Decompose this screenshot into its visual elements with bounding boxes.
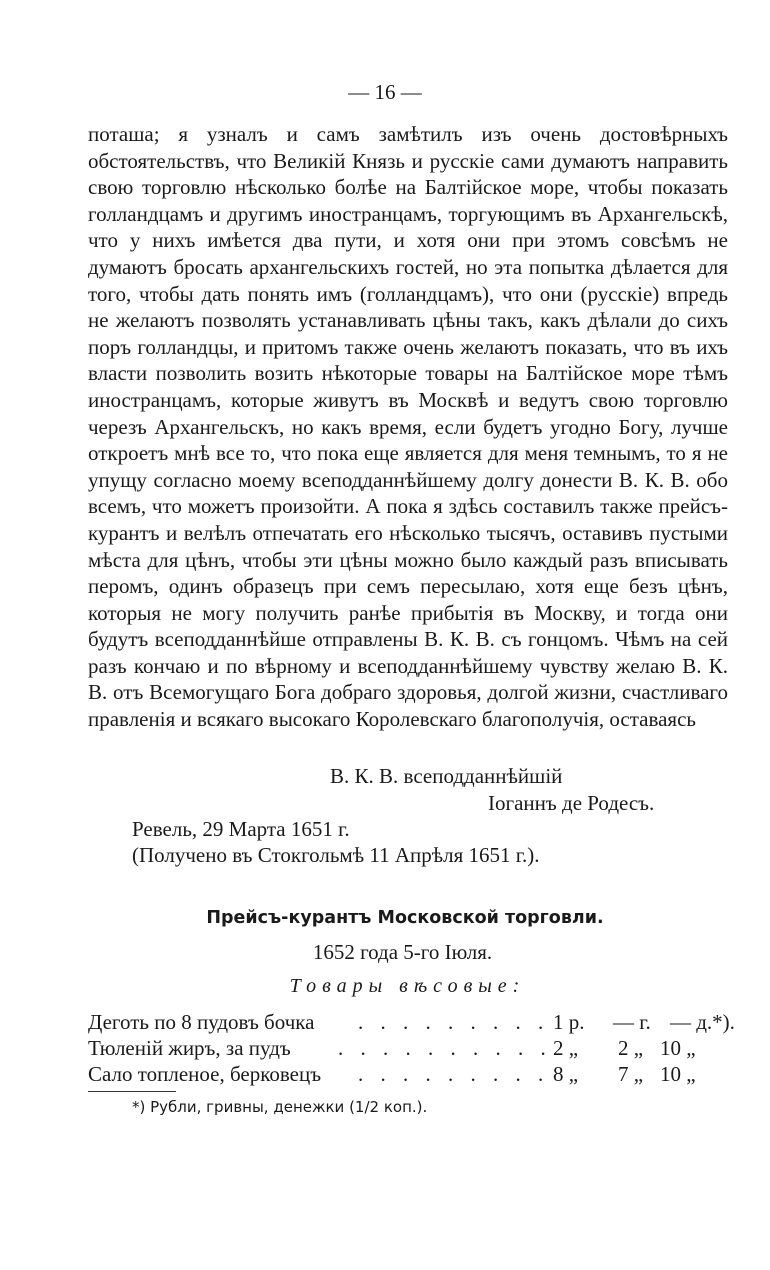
goods-section-heading: Товары вѣсовые: — [289, 975, 526, 997]
place-and-date: Ревель, 29 Марта 1651 г. — [132, 817, 350, 841]
price-dengi: 10 „ — [660, 1036, 696, 1060]
letter-body-text: поташа; я узналъ и самъ замѣтилъ изъ очень достовѣрныхъ обстоятельствъ, что Великій Князь и русскіе сами думаютъ направить свою торговлю нѣсколько болѣе на Балтійское море, чтобы показать голландцамъ и другимъ иностранцамъ, торгующимъ въ Архангельскѣ, что у нихъ имѣется два пути, и хотя они при этомъ совсѣмъ не думаютъ бросать архангельскихъ гостей, но эта попытка дѣлается для того, чтобы дать понять имъ (голландцамъ), что они (русскіе) впредь не желаютъ позволять устанавливать цѣны такъ, какъ дѣлали до сихъ поръ голландцы, и притомъ также очень желаютъ показать, что въ ихъ власти позволить возить нѣкоторые товары на Балтійское море тѣмъ иностранцамъ, которые живутъ въ Москвѣ и ведутъ свою торговлю черезъ Архангельскъ, но какъ время, если будетъ угодно Богу, лучше откроетъ мнѣ все то, что пока еще является для меня темнымъ, то я не упущу согласно моему всеподданнѣйшему долгу донести В. К. В. обо всемъ, что можетъ произойти. А пока я здѣсь составилъ также прейсъ-курантъ и велѣлъ отпечатать его нѣсколько тысячъ, оставивъ пустыми мѣста для цѣнъ, чтобы эти цѣны можно было каждый разъ вписывать перомъ, одинъ образецъ при семъ пересылаю, хотя еще безъ цѣнъ, которыя не могу получить ранѣе прибытія въ Москву, и тогда они будутъ всеподданнѣйше отправлены В. К. В. съ гонцомъ. Чѣмъ на сей разъ кончаю и по вѣрному и всеподданнѣйшему чувству желаю В. К. В. отъ Всемогущаго Бога добраго здоровья, долгой жизни, счастливаго правленія и всякаго высокаго Королевскаго благополучія, оставаясь — [88, 122, 728, 732]
price-row — [88, 1010, 735, 1037]
price-rubles: 2 „ — [553, 1036, 579, 1060]
price-dengi: 10 „ — [660, 1062, 696, 1086]
price-rubles: 8 „ — [553, 1062, 579, 1086]
price-dengi: — д.*). — [670, 1010, 735, 1034]
leader-dots: . . . . . . . . . — [358, 1062, 550, 1086]
goods-name: Деготь по 8 пудовъ бочка — [88, 1010, 315, 1034]
goods-name: Сало топленое, берковецъ — [88, 1062, 322, 1086]
price-row — [88, 1036, 728, 1063]
price-list-date: 1652 года 5-го Іюля. — [312, 940, 493, 964]
signature-name: Іоганнъ де Родесъ. — [488, 791, 655, 815]
footnote-rule — [88, 1091, 176, 1092]
price-rubles: 1 р. — [553, 1010, 585, 1034]
signature-closing: В. К. В. всеподданнѣйшій — [330, 764, 563, 788]
leader-dots: . . . . . . . . . . — [338, 1036, 552, 1060]
price-grivny: 2 „ — [618, 1036, 644, 1060]
footnote: *) Рубли, гривны, денежки (1/2 коп.). — [132, 1098, 428, 1116]
goods-name: Тюленій жиръ, за пудъ — [88, 1036, 291, 1060]
price-row — [88, 1062, 728, 1089]
price-grivny: 7 „ — [618, 1062, 644, 1086]
received-note: (Получено въ Стокгольмѣ 11 Апрѣля 1651 г.). — [132, 843, 540, 867]
price-list-title: Прейсъ-курантъ Московской торговли. — [206, 908, 604, 928]
price-grivny: — г. — [613, 1010, 651, 1034]
leader-dots: . . . . . . . . . — [358, 1010, 550, 1034]
page-number: — 16 — — [348, 80, 422, 104]
